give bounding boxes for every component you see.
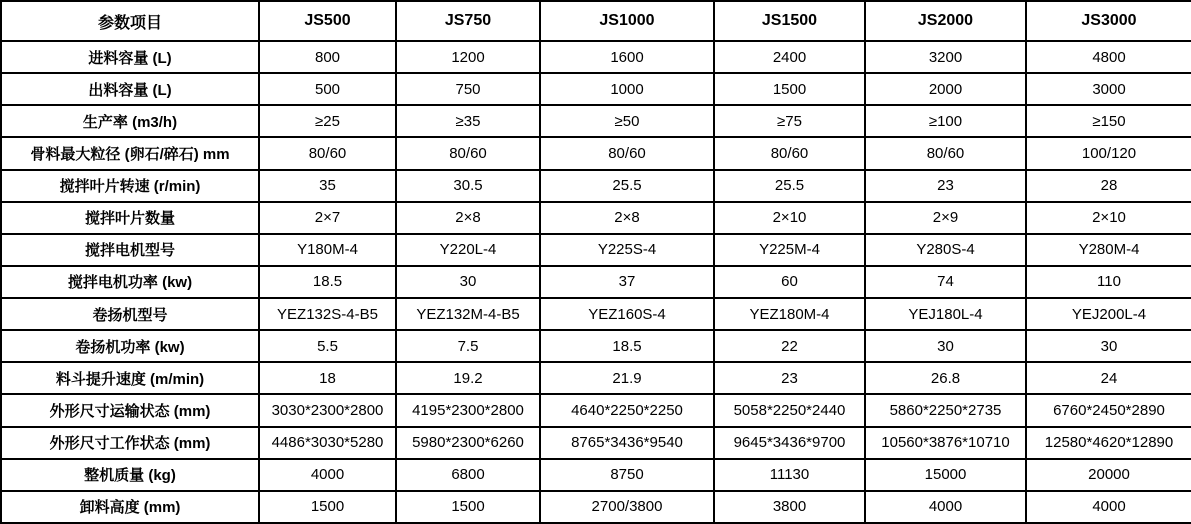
value-cell: 9645*3436*9700 (714, 427, 865, 459)
value-cell: 4000 (259, 459, 396, 491)
row-label-cell: 卷扬机功率 (kw) (1, 330, 259, 362)
value-cell: ≥75 (714, 105, 865, 137)
value-cell: ≥150 (1026, 105, 1191, 137)
value-cell: 80/60 (540, 137, 714, 169)
value-cell: 1500 (396, 491, 540, 523)
value-cell: 100/120 (1026, 137, 1191, 169)
table-row (1, 73, 1191, 105)
value-cell: 4000 (865, 491, 1026, 523)
value-cell: 500 (259, 73, 396, 105)
value-cell: 23 (865, 170, 1026, 202)
value-cell: 19.2 (396, 362, 540, 394)
table-row (1, 427, 1191, 459)
table-row (1, 137, 1191, 169)
table-row (1, 362, 1191, 394)
value-cell: YEZ160S-4 (540, 298, 714, 330)
row-label-cell: 出料容量 (L) (1, 73, 259, 105)
value-cell: 30 (865, 330, 1026, 362)
value-cell: 2000 (865, 73, 1026, 105)
value-cell: 18.5 (259, 266, 396, 298)
table-row (1, 394, 1191, 426)
value-cell: 5058*2250*2440 (714, 394, 865, 426)
value-cell: 25.5 (714, 170, 865, 202)
table-row (1, 105, 1191, 137)
table-body (1, 41, 1191, 523)
value-cell: 4640*2250*2250 (540, 394, 714, 426)
value-cell: 35 (259, 170, 396, 202)
value-cell: 24 (1026, 362, 1191, 394)
value-cell: YEZ180M-4 (714, 298, 865, 330)
value-cell: YEZ132M-4-B5 (396, 298, 540, 330)
value-cell: YEJ180L-4 (865, 298, 1026, 330)
table-row (1, 266, 1191, 298)
column-header-js500: JS500 (259, 1, 396, 41)
column-header-js750: JS750 (396, 1, 540, 41)
value-cell: Y280M-4 (1026, 234, 1191, 266)
row-label-cell: 骨料最大粒径 (卵石/碎石) mm (1, 137, 259, 169)
value-cell: 2×8 (396, 202, 540, 234)
value-cell: 1500 (714, 73, 865, 105)
value-cell: 1200 (396, 41, 540, 73)
value-cell: 60 (714, 266, 865, 298)
value-cell: 5980*2300*6260 (396, 427, 540, 459)
value-cell: 20000 (1026, 459, 1191, 491)
value-cell: 2700/3800 (540, 491, 714, 523)
row-label-cell: 搅拌叶片数量 (1, 202, 259, 234)
value-cell: 2400 (714, 41, 865, 73)
value-cell: 21.9 (540, 362, 714, 394)
value-cell: ≥35 (396, 105, 540, 137)
value-cell: 1500 (259, 491, 396, 523)
value-cell: 74 (865, 266, 1026, 298)
value-cell: 8750 (540, 459, 714, 491)
table-row (1, 41, 1191, 73)
value-cell: 800 (259, 41, 396, 73)
value-cell: 110 (1026, 266, 1191, 298)
value-cell: 7.5 (396, 330, 540, 362)
value-cell: 3000 (1026, 73, 1191, 105)
value-cell: 2×9 (865, 202, 1026, 234)
value-cell: 30 (396, 266, 540, 298)
table-row (1, 234, 1191, 266)
row-label-cell: 进料容量 (L) (1, 41, 259, 73)
value-cell: 26.8 (865, 362, 1026, 394)
column-header-js1000: JS1000 (540, 1, 714, 41)
value-cell: 2×10 (714, 202, 865, 234)
value-cell: 28 (1026, 170, 1191, 202)
value-cell: Y180M-4 (259, 234, 396, 266)
value-cell: ≥25 (259, 105, 396, 137)
row-label-cell: 生产率 (m3/h) (1, 105, 259, 137)
table-row (1, 491, 1191, 523)
value-cell: Y220L-4 (396, 234, 540, 266)
value-cell: ≥50 (540, 105, 714, 137)
value-cell: YEZ132S-4-B5 (259, 298, 396, 330)
value-cell: 2×10 (1026, 202, 1191, 234)
value-cell: 22 (714, 330, 865, 362)
value-cell: Y225S-4 (540, 234, 714, 266)
table-row (1, 202, 1191, 234)
value-cell: 5860*2250*2735 (865, 394, 1026, 426)
value-cell: YEJ200L-4 (1026, 298, 1191, 330)
value-cell: 15000 (865, 459, 1026, 491)
column-header-js1500: JS1500 (714, 1, 865, 41)
row-label-cell: 整机质量 (kg) (1, 459, 259, 491)
value-cell: 4000 (1026, 491, 1191, 523)
value-cell: 23 (714, 362, 865, 394)
value-cell: Y280S-4 (865, 234, 1026, 266)
value-cell: 18 (259, 362, 396, 394)
table-row (1, 330, 1191, 362)
value-cell: 10560*3876*10710 (865, 427, 1026, 459)
row-label-cell: 搅拌电机功率 (kw) (1, 266, 259, 298)
value-cell: 12580*4620*12890 (1026, 427, 1191, 459)
value-cell: 25.5 (540, 170, 714, 202)
value-cell: 3800 (714, 491, 865, 523)
value-cell: 2×7 (259, 202, 396, 234)
column-header-js3000: JS3000 (1026, 1, 1191, 41)
header-row (1, 1, 1191, 41)
row-label-cell: 搅拌叶片转速 (r/min) (1, 170, 259, 202)
row-label-cell: 外形尺寸运输状态 (mm) (1, 394, 259, 426)
table-row (1, 170, 1191, 202)
value-cell: ≥100 (865, 105, 1026, 137)
column-header-js2000: JS2000 (865, 1, 1026, 41)
value-cell: 4800 (1026, 41, 1191, 73)
value-cell: 4195*2300*2800 (396, 394, 540, 426)
value-cell: 1600 (540, 41, 714, 73)
value-cell: 30.5 (396, 170, 540, 202)
value-cell: 30 (1026, 330, 1191, 362)
value-cell: 80/60 (714, 137, 865, 169)
value-cell: 6800 (396, 459, 540, 491)
row-label-cell: 料斗提升速度 (m/min) (1, 362, 259, 394)
value-cell: 80/60 (865, 137, 1026, 169)
table-row (1, 459, 1191, 491)
table-row (1, 298, 1191, 330)
value-cell: 1000 (540, 73, 714, 105)
value-cell: 5.5 (259, 330, 396, 362)
column-header-params: 参数项目 (1, 1, 259, 41)
value-cell: 37 (540, 266, 714, 298)
value-cell: Y225M-4 (714, 234, 865, 266)
value-cell: 3200 (865, 41, 1026, 73)
value-cell: 80/60 (396, 137, 540, 169)
row-label-cell: 外形尺寸工作状态 (mm) (1, 427, 259, 459)
row-label-cell: 卸料高度 (mm) (1, 491, 259, 523)
value-cell: 3030*2300*2800 (259, 394, 396, 426)
value-cell: 4486*3030*5280 (259, 427, 396, 459)
value-cell: 80/60 (259, 137, 396, 169)
row-label-cell: 卷扬机型号 (1, 298, 259, 330)
value-cell: 750 (396, 73, 540, 105)
value-cell: 6760*2450*2890 (1026, 394, 1191, 426)
row-label-cell: 搅拌电机型号 (1, 234, 259, 266)
value-cell: 8765*3436*9540 (540, 427, 714, 459)
value-cell: 18.5 (540, 330, 714, 362)
value-cell: 2×8 (540, 202, 714, 234)
value-cell: 11130 (714, 459, 865, 491)
